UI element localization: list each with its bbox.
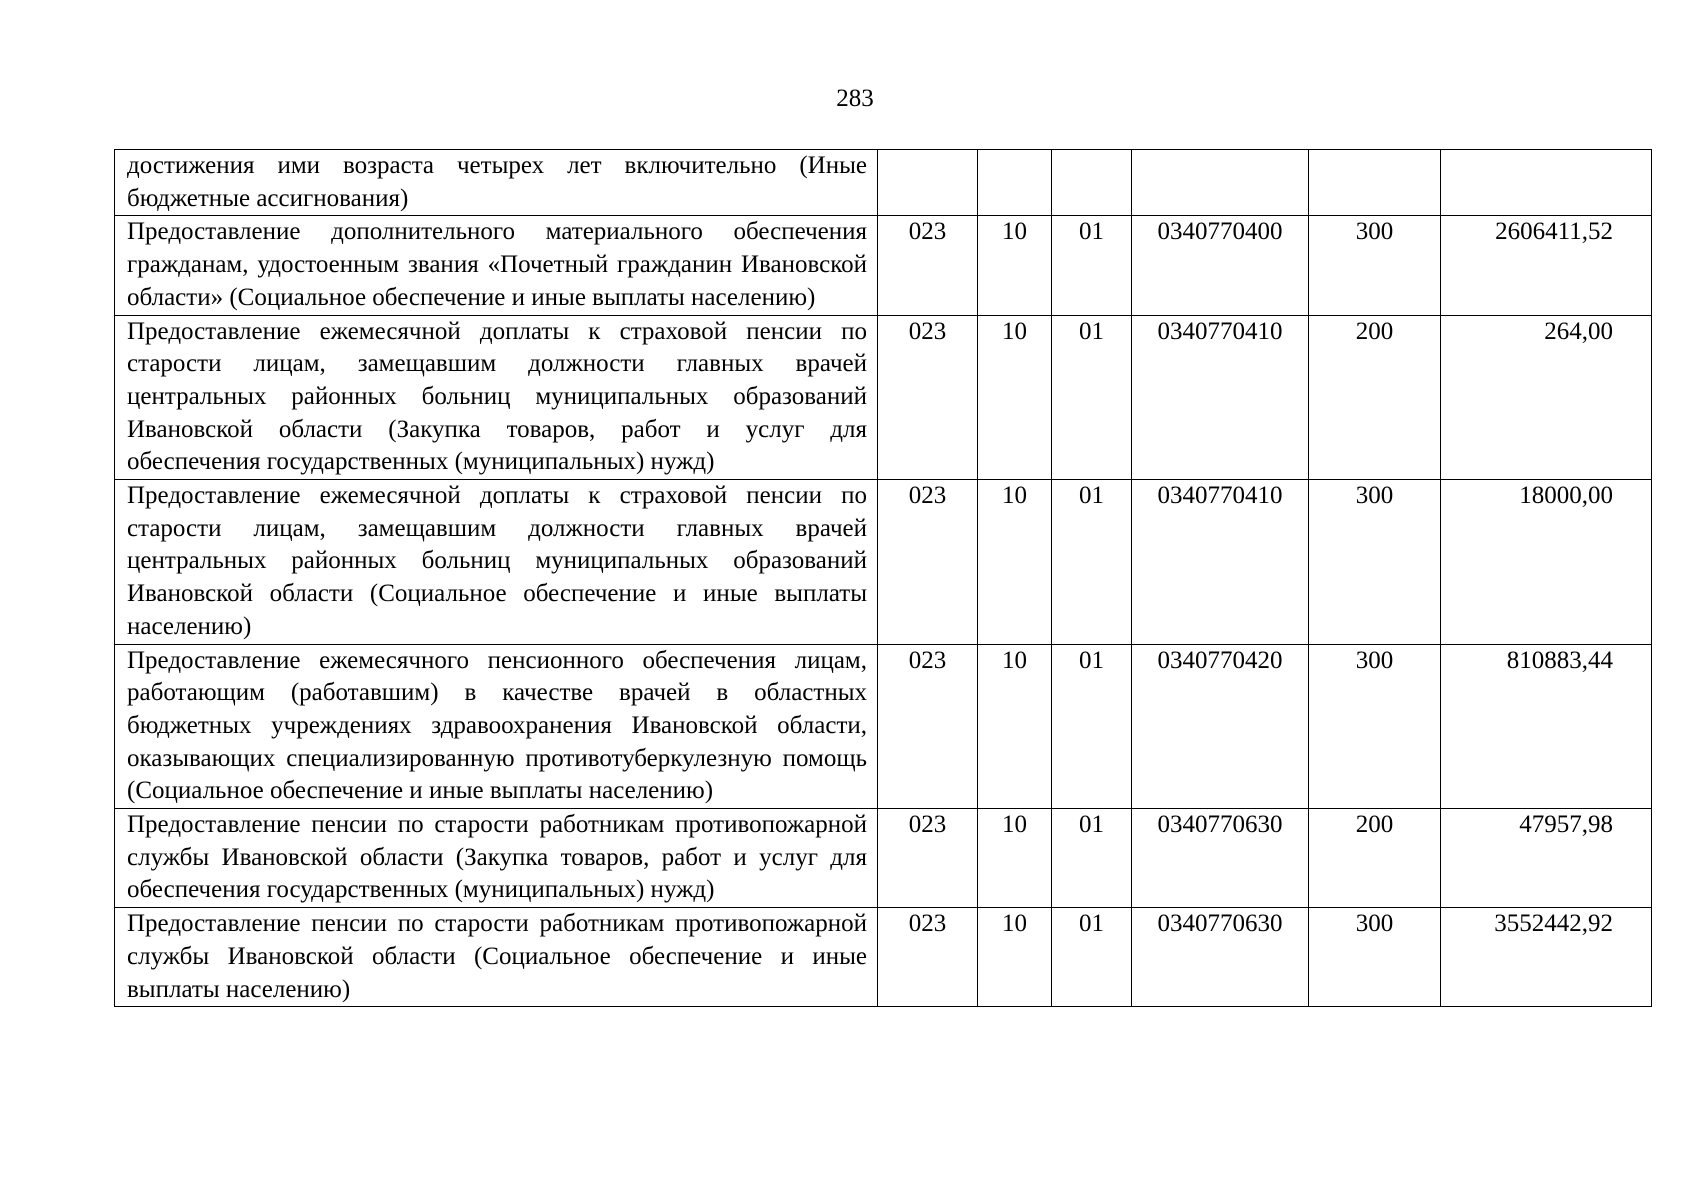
expense-type-code: 300 — [1309, 644, 1441, 809]
ministry-code: 023 — [878, 644, 978, 809]
table-row — [115, 809, 1652, 908]
subsection-code: 01 — [1052, 216, 1132, 315]
amount-value: 3552442,92 — [1441, 908, 1652, 1007]
subsection-code: 01 — [1052, 315, 1132, 480]
subsection-code: 01 — [1052, 908, 1132, 1007]
target-article-code: 0340770630 — [1132, 908, 1309, 1007]
target-article-code — [1132, 150, 1309, 216]
target-article-code: 0340770630 — [1132, 809, 1309, 908]
ministry-code: 023 — [878, 315, 978, 480]
expense-description: Предоставление дополнительного материального обеспечения гражданам, удостоенным звания «Почетный гражданин Ивановской области» (Социальное обеспечение и иные выплаты населению) — [115, 216, 878, 315]
subsection-code — [1052, 150, 1132, 216]
table-row — [115, 480, 1652, 645]
expense-type-code: 300 — [1309, 908, 1441, 1007]
table-row — [115, 908, 1652, 1007]
subsection-code: 01 — [1052, 644, 1132, 809]
target-article-code: 0340770400 — [1132, 216, 1309, 315]
amount-value — [1441, 150, 1652, 216]
section-code: 10 — [978, 480, 1052, 645]
amount-value: 2606411,52 — [1441, 216, 1652, 315]
expense-type-code: 200 — [1309, 315, 1441, 480]
section-code: 10 — [978, 216, 1052, 315]
table-row — [115, 644, 1652, 809]
section-code: 10 — [978, 644, 1052, 809]
amount-value: 18000,00 — [1441, 480, 1652, 645]
target-article-code: 0340770410 — [1132, 480, 1309, 645]
target-article-code: 0340770420 — [1132, 644, 1309, 809]
section-code — [978, 150, 1052, 216]
ministry-code — [878, 150, 978, 216]
subsection-code: 01 — [1052, 480, 1132, 645]
expense-type-code: 300 — [1309, 216, 1441, 315]
expense-type-code: 200 — [1309, 809, 1441, 908]
ministry-code: 023 — [878, 908, 978, 1007]
amount-value: 47957,98 — [1441, 809, 1652, 908]
expense-description: Предоставление ежемесячного пенсионного обеспечения лицам, работающим (работавшим) в качестве врачей в областных бюджетных учреждениях здравоохранения Ивановской области, оказывающих специализированную противотуберкулезную помощь (Социальное обеспечение и иные выплаты населению) — [115, 644, 878, 809]
subsection-code: 01 — [1052, 809, 1132, 908]
expense-description: Предоставление пенсии по старости работникам противопожарной службы Ивановской области (Закупка товаров, работ и услуг для обеспечения государственных (муниципальных) нужд) — [115, 809, 878, 908]
target-article-code: 0340770410 — [1132, 315, 1309, 480]
section-code: 10 — [978, 809, 1052, 908]
ministry-code: 023 — [878, 809, 978, 908]
amount-value: 264,00 — [1441, 315, 1652, 480]
table-row — [115, 315, 1652, 480]
expense-type-code: 300 — [1309, 480, 1441, 645]
budget-table — [114, 149, 1652, 1007]
table-row — [115, 216, 1652, 315]
expense-description: достижения ими возраста четырех лет включительно (Иные бюджетные ассигнования) — [115, 150, 878, 216]
ministry-code: 023 — [878, 480, 978, 645]
section-code: 10 — [978, 315, 1052, 480]
expense-description: Предоставление ежемесячной доплаты к страховой пенсии по старости лицам, замещавшим должности главных врачей центральных районных больниц муниципальных образований Ивановской области (Закупка товаров, работ и услуг для обеспечения государственных (муниципальных) нужд) — [115, 315, 878, 480]
expense-type-code — [1309, 150, 1441, 216]
page-number: 283 — [836, 85, 874, 112]
expense-description: Предоставление пенсии по старости работникам противопожарной службы Ивановской области (Социальное обеспечение и иные выплаты населению) — [115, 908, 878, 1007]
amount-value: 810883,44 — [1441, 644, 1652, 809]
ministry-code: 023 — [878, 216, 978, 315]
table-row — [115, 150, 1652, 216]
section-code: 10 — [978, 908, 1052, 1007]
expense-description: Предоставление ежемесячной доплаты к страховой пенсии по старости лицам, замещавшим должности главных врачей центральных районных больниц муниципальных образований Ивановской области (Социальное обеспечение и иные выплаты населению) — [115, 480, 878, 645]
